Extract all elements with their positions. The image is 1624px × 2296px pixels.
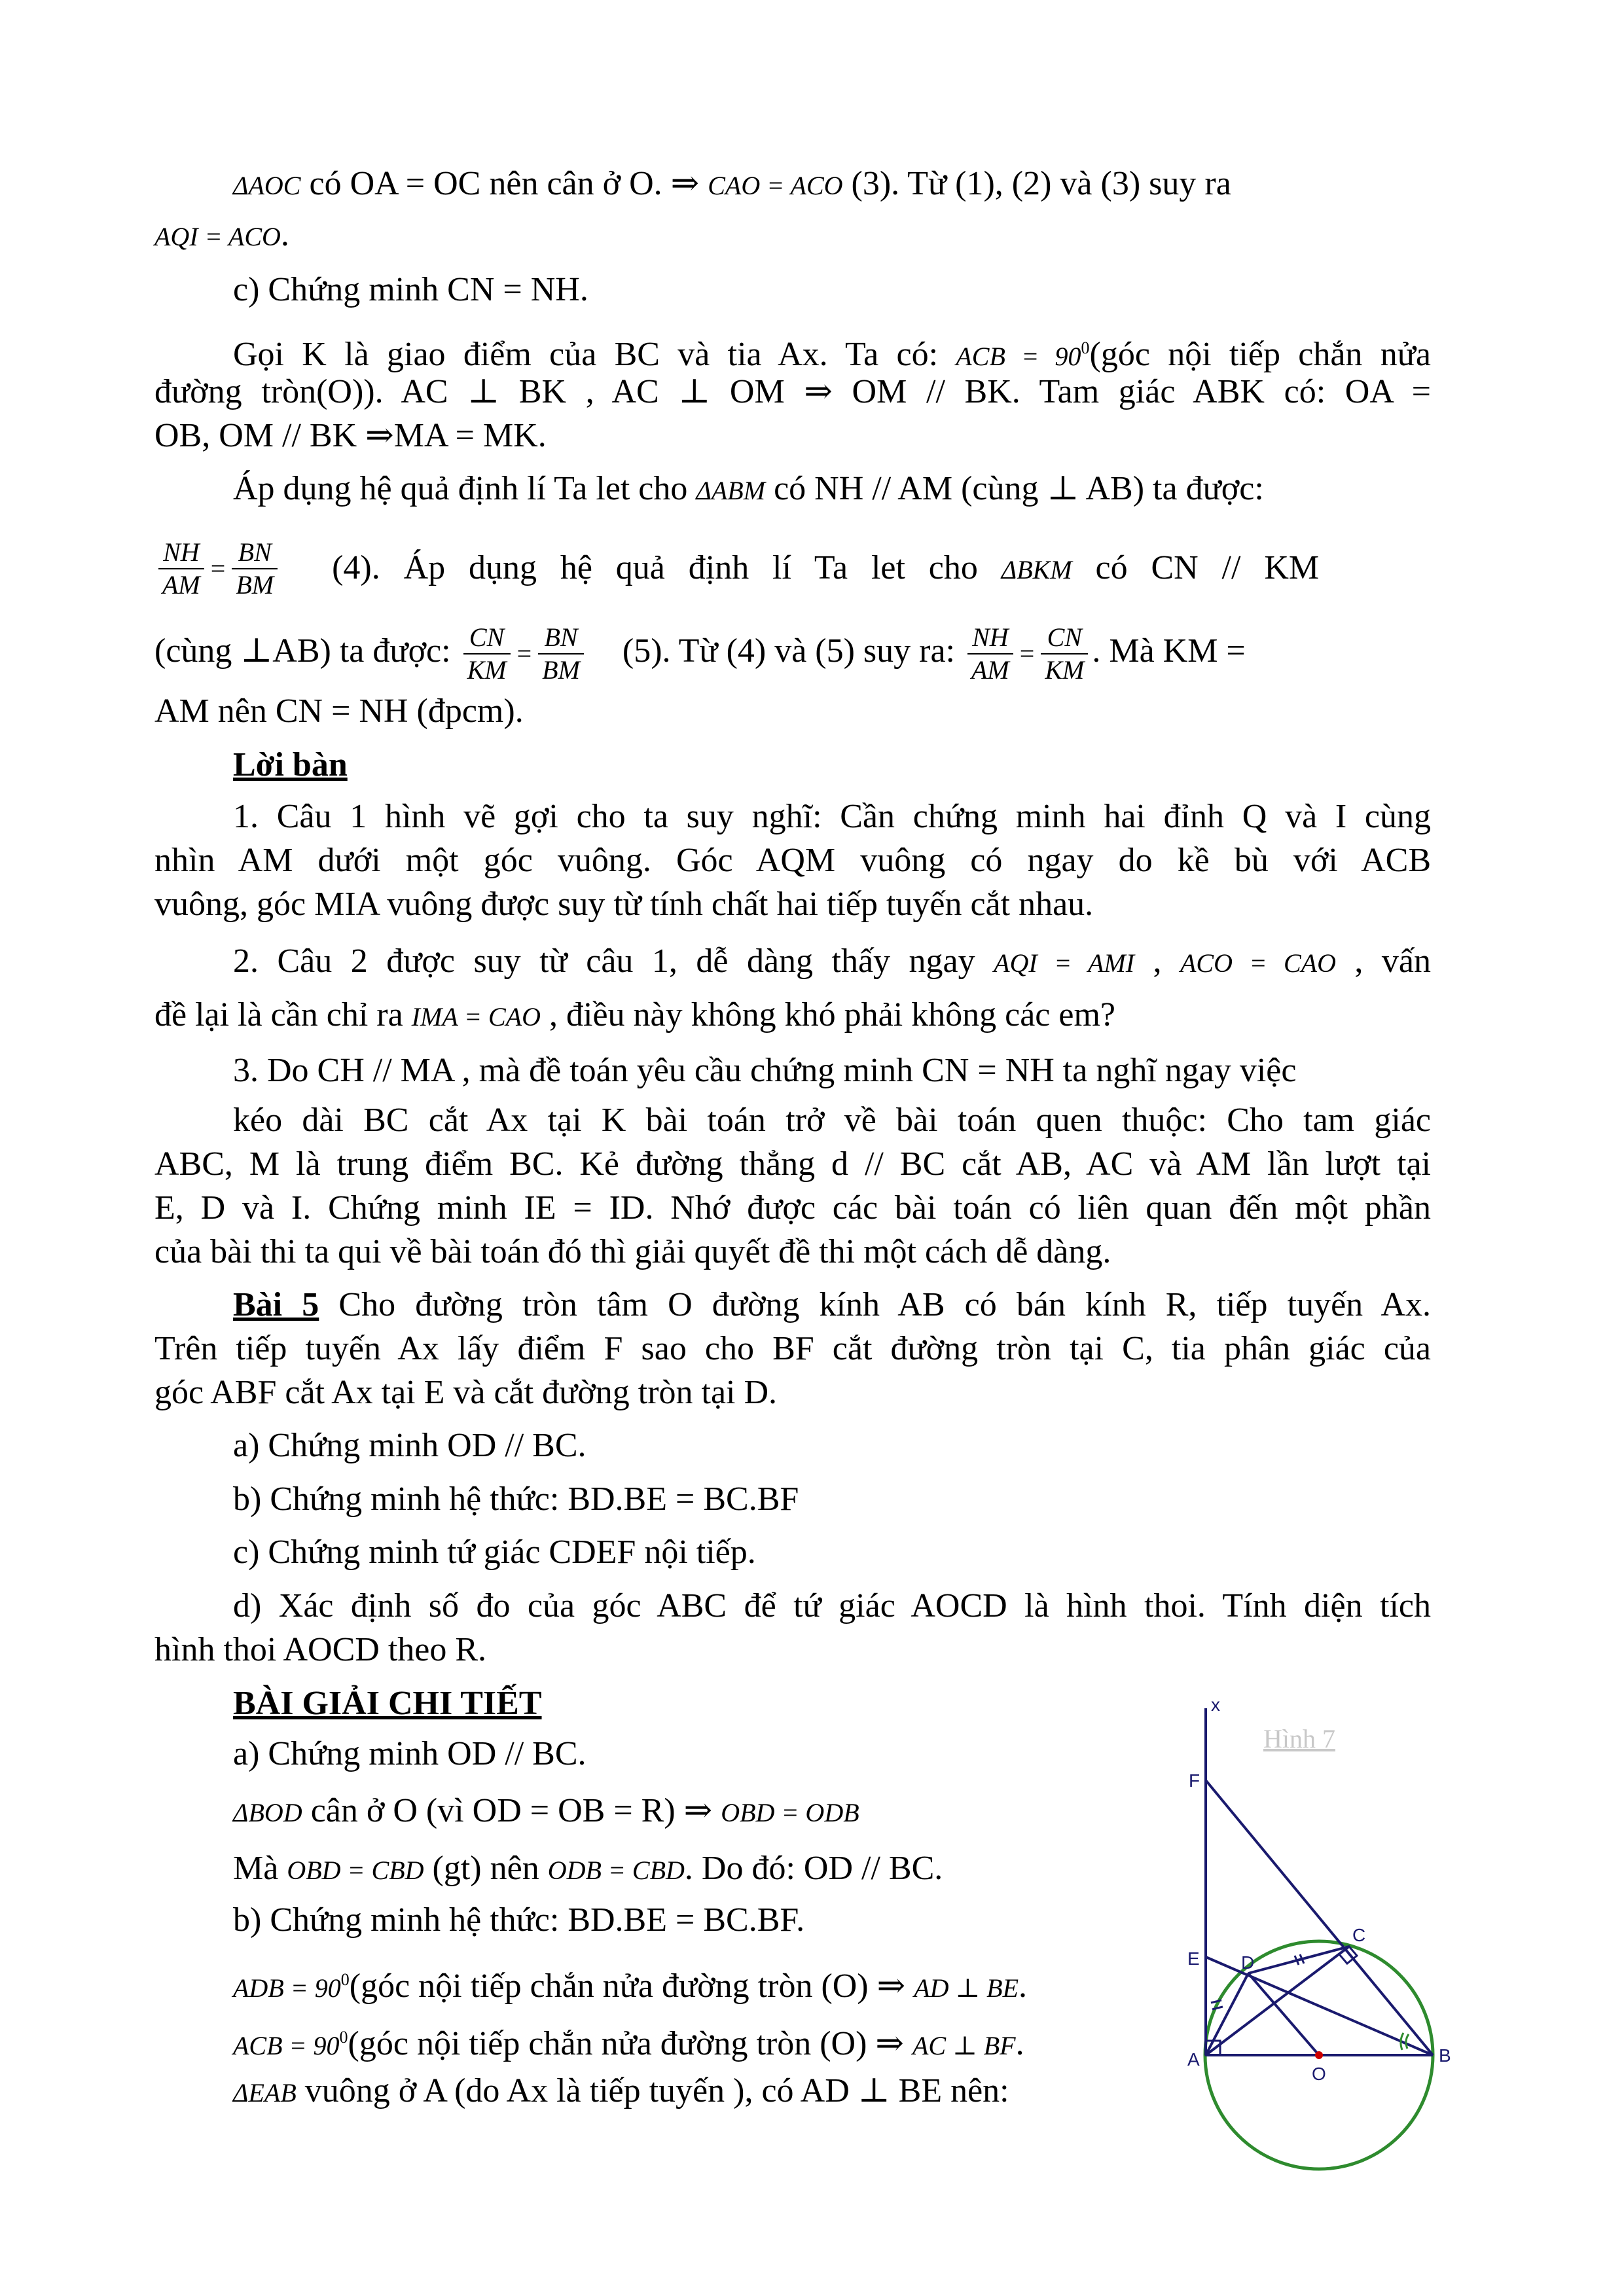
text-line: kéo dài BC cắt Ax tại K bài toán trở về bài toán quen thuộc: Cho tam giác (233, 1102, 1431, 1139)
svg-text:O: O (1312, 2064, 1326, 2084)
fraction: $\frac{NH}{AM}$ (158, 537, 204, 601)
text-line: OB, OM // BK ⇒MA = MK. (154, 417, 547, 454)
text-line: Trên tiếp tuyến Ax lấy điểm F sao cho BF cắt đường tròn tại C, tia phân giác của (154, 1330, 1431, 1367)
text-line: b) Chứng minh hệ thức: BD.BE = BC.BF. (233, 1901, 805, 1939)
section-heading: Lời bàn (233, 746, 348, 783)
text-line: ACB = $90^0(góc$ nội tiếp chắn nửa đường tròn (O) ⇒ AC ⊥ BF. (233, 2025, 1024, 2062)
section-heading: BÀI GIẢI CHI TIẾT (233, 1685, 542, 1722)
fraction: $\frac{CN}{KM}$ (463, 622, 511, 686)
text-line: ΔEAB vuông ở A (do Ax là tiếp tuyến ), có AD ⊥ BE nên: (233, 2072, 1009, 2109)
problem-label: Bài 5 (233, 1286, 319, 1323)
svg-text:B: B (1439, 2045, 1451, 2066)
svg-text:C: C (1352, 1925, 1366, 1945)
text-line: $\frac{NH}{AM}$ = $\frac{BN}{BM}$ (4). Áp dụng hệ quả định lí Ta let cho ΔBKM có CN // KM (154, 533, 1431, 603)
text-line: E, D và I. Chứng minh IE = ID. Nhớ được các bài toán có liên quan đến một phần (154, 1189, 1431, 1227)
text-line: AQI = ACO. (154, 216, 289, 253)
text-line: vuông, góc MIA vuông được suy từ tính chất hai tiếp tuyến cắt nhau. (154, 886, 1094, 923)
fraction: $\frac{BN}{BM}$ (232, 537, 278, 601)
text-line: ABC, M là trung điểm BC. Kẻ đường thẳng d // BC cắt AB, AC và AM lần lượt tại (154, 1145, 1431, 1183)
fraction: $\frac{BN}{BM}$ (538, 622, 584, 686)
text-line: Gọi K là giao điểm của BC và tia Ax. Ta có: ACB = $90^0(góc$ nội tiếp chắn nửa (233, 336, 1431, 373)
svg-text:x: x (1211, 1695, 1220, 1715)
fraction: $\frac{CN}{KM}$ (1041, 622, 1088, 686)
text-line: Mà OBD = CBD (gt) nên ODB = CBD. Do đó: OD // BC. (233, 1850, 943, 1887)
text-line: 2. Câu 2 được suy từ câu 1, dễ dàng thấy ngay AQI = AMI , ACO = CAO , vấn (233, 942, 1431, 980)
text-line: d) Xác định số đo của góc ABC để tứ giác AOCD là hình thoi. Tính diện tích (233, 1587, 1431, 1624)
text-line: hình thoi AOCD theo R. (154, 1631, 487, 1668)
geometry-figure (1178, 1695, 1479, 2193)
svg-text:F: F (1189, 1770, 1200, 1791)
text-line: ΔBOD cân ở O (vì OD = OB = R) ⇒ OBD = ODB (233, 1792, 859, 1829)
text-line: góc ABF cắt Ax tại E và cắt đường tròn tại D. (154, 1374, 778, 1411)
svg-text:E: E (1187, 1948, 1200, 1969)
segment-ac (1206, 1946, 1349, 2055)
figure-caption: Hình 7 (1263, 1724, 1335, 1753)
text-line: của bài thi ta qui về bài toán đó thì giải quyết đề thi một cách dễ dàng. (154, 1233, 1111, 1270)
text-line: đề lại là cần chỉ ra IMA = CAO , điều này không khó phải không các em? (154, 996, 1115, 1033)
text-line: ΔAOC có OA = OC nên cân ở O. ⇒ CAO = ACO (3). Từ (1), (2) và (3) suy ra (233, 165, 1231, 202)
text-line: ADB = $90^0(góc$ nội tiếp chắn nửa đường tròn (O) ⇒ AD ⊥ BE. (233, 1967, 1028, 2005)
segment-dc (1248, 1946, 1349, 1973)
svg-text:D: D (1241, 1952, 1255, 1973)
text-line: đường tròn(O)). AC ⊥ BK , AC ⊥ OM ⇒ OM // BK. Tam giác ABK có: OA = (154, 373, 1431, 410)
text-line: 3. Do CH // MA , mà đề toán yêu cầu chứng minh CN = NH ta nghĩ ngay việc (233, 1052, 1297, 1089)
text-line: nhìn AM dưới một góc vuông. Góc AQM vuông có ngay do kề bù với ACB (154, 842, 1431, 879)
text-line: AM nên CN = NH (đpcm). (154, 692, 524, 730)
text-line: a) Chứng minh OD // BC. (233, 1427, 586, 1464)
text-line: Áp dụng hệ quả định lí Ta let cho ΔABM có NH // AM (cùng ⊥ AB) ta được: (233, 470, 1264, 507)
text-line: a) Chứng minh OD // BC. (233, 1735, 586, 1772)
text-line: b) Chứng minh hệ thức: BD.BE = BC.BF (233, 1480, 799, 1518)
svg-text:A: A (1187, 2049, 1200, 2070)
text-line: (cùng ⊥AB) ta được: $\frac{CN}{KM}$ = $\frac{BN}{BM}$ (5). Từ (4) và (5) suy ra: $\frac{NH}{AM}$ = $\frac{CN}{KM}$ . Mà KM = (154, 622, 1246, 685)
text-line: Bài 5 Cho đường tròn tâm O đường kính AB có bán kính R, tiếp tuyến Ax. (233, 1286, 1431, 1323)
fraction: $\frac{NH}{AM}$ (967, 622, 1013, 686)
segment-fb (1206, 1780, 1433, 2055)
center-point (1315, 2051, 1323, 2059)
text-line: 1. Câu 1 hình vẽ gợi cho ta suy nghĩ: Cần chứng minh hai đỉnh Q và I cùng (233, 798, 1431, 835)
text-line: c) Chứng minh CN = NH. (233, 271, 588, 308)
text-line: c) Chứng minh tứ giác CDEF nội tiếp. (233, 1534, 756, 1571)
